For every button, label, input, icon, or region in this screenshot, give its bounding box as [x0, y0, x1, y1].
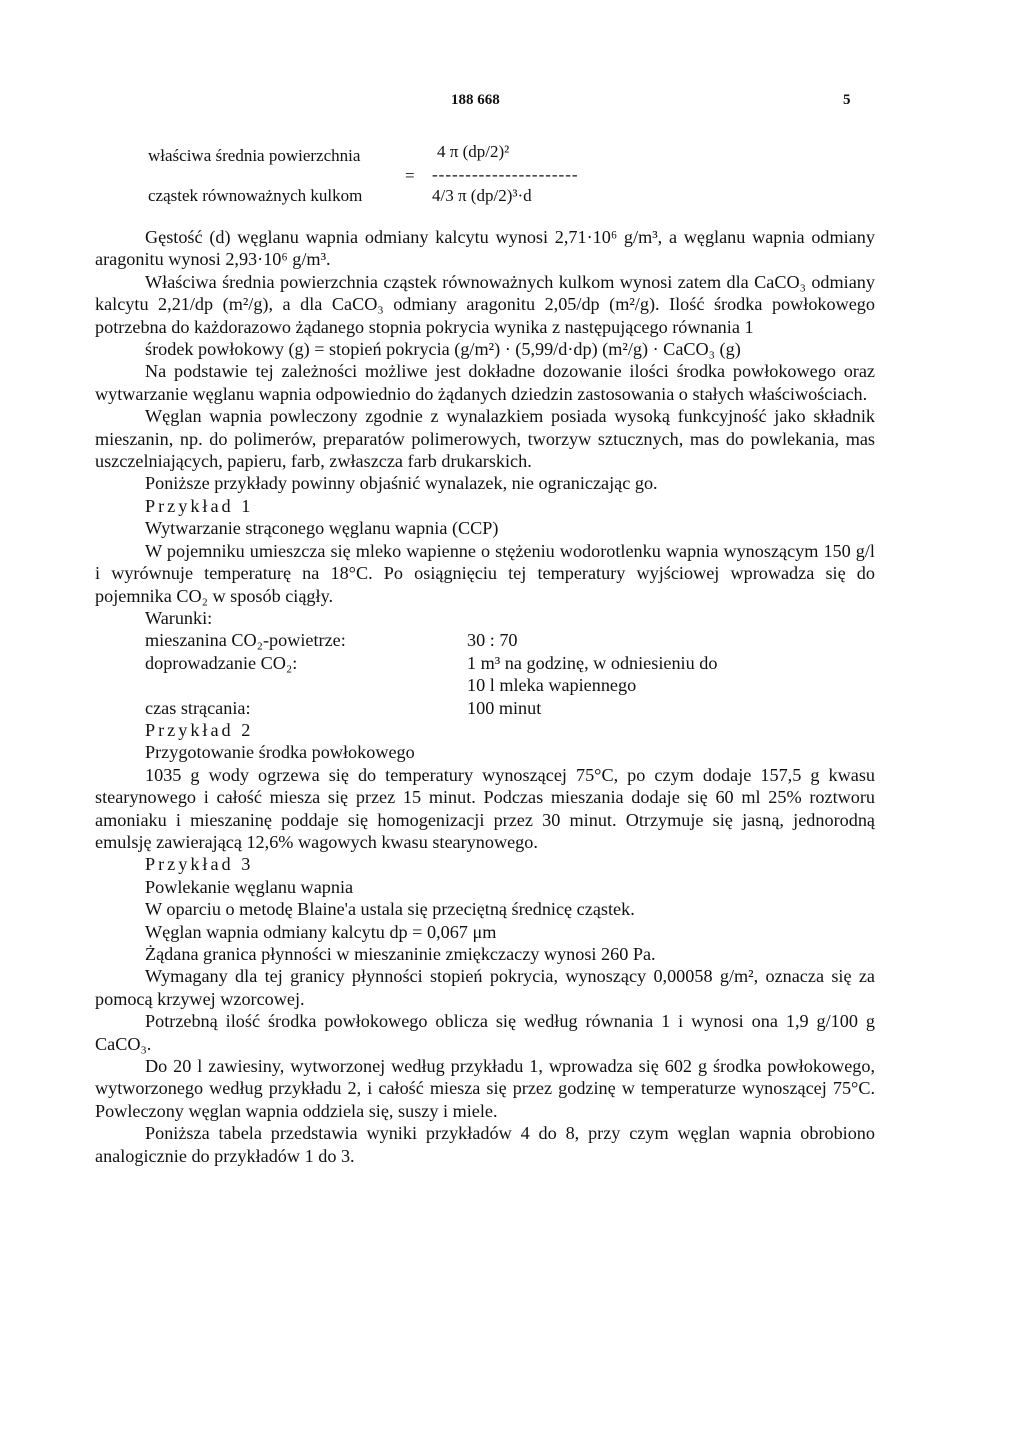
- paragraph-density: Gęstość (d) węglanu wapnia odmiany kalcytu wynosi 2,71·10⁶ g/m³, a węglanu wapnia odmiany aragonitu wynosi 2,93·10⁶ g/m³.: [95, 227, 875, 270]
- condition-row: [95, 629, 875, 651]
- equation-1: środek powłokowy (g) = stopień pokrycia (g/m²) · (5,99/d·dp) (m²/g) · CaCO₃ (g): [145, 339, 741, 360]
- paragraph-dosing: Na podstawie tej zależności możliwe jest dokładne dozowanie ilości środka powłokowego oraz wytwarzanie węglanu wapnia odpowiednio do żądanych dziedzin zastosowania o stałych właściwościach.: [95, 361, 875, 404]
- paragraph-examples-intro: Poniższe przykłady powinny objaśnić wynalazek, nie ograniczając go.: [145, 473, 658, 494]
- example-3-line: Potrzebną ilość środka powłokowego oblicza się według równania 1 i wynosi ona 1,9 g/100 g CaCO₃.: [95, 1011, 875, 1054]
- condition-value: 30 : 70: [467, 630, 518, 651]
- condition-row: [95, 652, 875, 697]
- example-3-line: Do 20 l zawiesiny, wytworzonej według przykładu 1, wprowadza się 602 g środka powłokowego, wytworzonego według przykładu 2, i całość miesza się przez godzinę w temperaturze wynoszącej 75°C. Powleczony węglan wapnia oddziela się, suszy i miele.: [95, 1056, 875, 1121]
- page-number: 5: [843, 92, 851, 108]
- formula-denominator: 4/3 π (dp/2)³·d: [432, 186, 532, 205]
- formula-equals: =: [405, 166, 415, 185]
- paragraph-surface: Właściwa średnia powierzchnia cząstek równoważnych kulkom wynosi zatem dla CaCO₃ odmiany kalcytu 2,21/dp (m²/g), a dla CaCO₃ odmiany aragonitu 2,05/dp (m²/g). Ilość środka powłokowego potrzebna do każdorazowo żądanego stopnia pokrycia wynika z następującego równania 1: [95, 271, 875, 337]
- formula-left-top: właściwa średnia powierzchnia: [148, 146, 361, 165]
- example-3-title: Powlekanie węglanu wapnia: [145, 876, 354, 897]
- example-1-heading: Przykład 1: [145, 495, 254, 516]
- example-2-title: Przygotowanie środka powłokowego: [145, 742, 415, 763]
- paragraph-functionality: Węglan wapnia powleczony zgodnie z wynalazkiem posiada wysoką funkcyjność jako składnik mieszanin, np. do polimerów, preparatów polimerowych, tworzyw sztucznych, mas do powlekania, mas uszczelniających, papieru, farb, zwłaszcza farb drukarskich.: [95, 406, 875, 472]
- conditions-label: Warunki:: [145, 607, 213, 628]
- body-text: [95, 226, 875, 1167]
- example-3-heading: Przykład 3: [145, 854, 254, 875]
- condition-key: czas strącania:: [145, 697, 251, 718]
- example-2-heading: Przykład 2: [145, 719, 254, 740]
- condition-value: 1 m³ na godzinę, w odniesieniu do 10 l mleka wapiennego: [467, 652, 718, 696]
- example-3-line: Wymagany dla tej granicy płynności stopień pokrycia, wynoszący 0,00058 g/m², oznacza się za pomocą krzywej wzorcowej.: [95, 966, 875, 1009]
- example-3-line: Poniższa tabela przedstawia wyniki przykładów 4 do 8, przy czym węglan wapnia obrobiono analogicznie do przykładów 1 do 3.: [95, 1123, 875, 1166]
- formula-left-bottom: cząstek równoważnych kulkom: [148, 186, 363, 205]
- patent-number: 188 668: [451, 92, 500, 108]
- condition-key: doprowadzanie CO₂:: [145, 652, 298, 673]
- example-1-text: W pojemniku umieszcza się mleko wapienne o stężeniu wodorotlenku wapnia wynoszącym 150 g/l i wyrównuje temperaturę na 18°C. Po osiągnięciu tej temperatury wyjściowej wprowadza się do pojemnika CO₂ w sposób ciągły.: [95, 540, 875, 606]
- example-3-line: Żądana granica płynności w mieszaninie zmiękczaczy wynosi 260 Pa.: [145, 944, 656, 964]
- example-1-title: Wytwarzanie strąconego węglanu wapnia (CCP): [145, 518, 499, 539]
- example-3-line: Węglan wapnia odmiany kalcytu dp = 0,067 μm: [145, 921, 497, 942]
- example-3-line: W oparciu o metodę Blaine'a ustala się przeciętną średnicę cząstek.: [145, 899, 635, 920]
- formula-numerator: 4 π (dp/2)²: [437, 142, 510, 161]
- condition-key: mieszanina CO₂-powietrze:: [145, 630, 346, 651]
- example-2-text: 1035 g wody ogrzewa się do temperatury wynoszącej 75°C, po czym dodaje 157,5 g kwasu stearynowego i całość miesza się przez 15 minut. Podczas mieszania dodaje się 60 ml 25% roztworu amoniaku i mieszaninę poddaje się homogenizacji przez 30 minut. Otrzymuje się jasną, jednorodną emulsję zawierającą 12,6% wagowych kwasu stearynowego.: [95, 764, 875, 852]
- condition-value: 100 minut: [467, 697, 542, 718]
- condition-row: [95, 697, 875, 719]
- formula-fraction-line: ----------------------: [432, 165, 579, 184]
